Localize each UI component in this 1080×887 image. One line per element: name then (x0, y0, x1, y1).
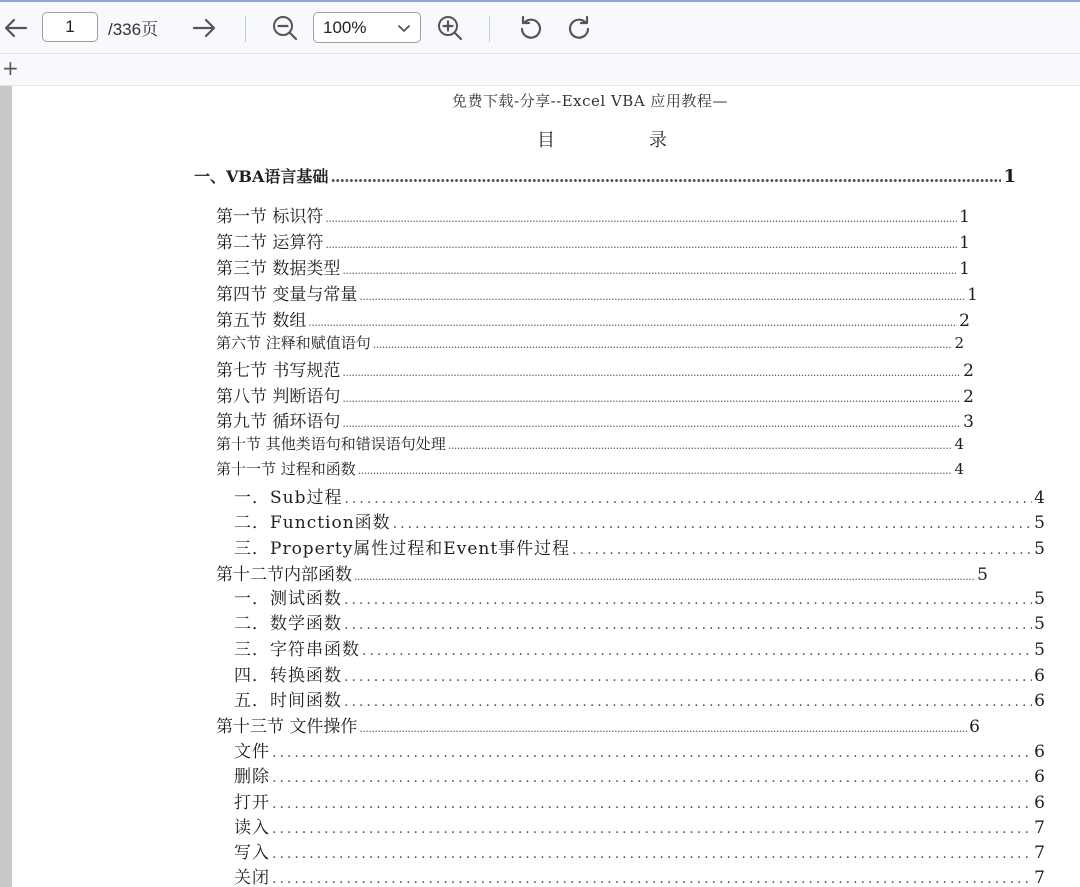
toc-entry-page: 6 (1034, 767, 1046, 787)
toc-entry-title: 一、VBA语言基础 (194, 167, 329, 186)
toc-dot-leader (272, 846, 1032, 862)
toc-entry-page: 6 (1034, 666, 1046, 686)
toc-dot-leader (342, 366, 961, 379)
zoom-in-icon[interactable] (434, 12, 466, 44)
toc-dot-leader (272, 745, 1032, 761)
toc-entry-page: 5 (1034, 589, 1046, 609)
toc-entry-title: 四．转换函数 (234, 666, 342, 686)
toc-dot-leader (272, 871, 1032, 887)
toc-dot-leader (342, 264, 957, 277)
toc-entry[interactable] (234, 686, 1046, 711)
toc-entry-title: 写入 (234, 843, 270, 863)
toc-entry-title: 第三节 数据类型 (216, 259, 341, 279)
toc-entry-title: 打开 (234, 793, 270, 813)
toc-dot-leader (325, 212, 957, 225)
toc-entry-title: 删除 (234, 767, 270, 787)
toc-entry[interactable] (234, 635, 1046, 660)
toc-entry-title: 二．Function函数 (234, 513, 391, 533)
toc-entry-title: 第八节 判断语句 (216, 387, 341, 407)
toc-entry[interactable] (234, 788, 1046, 813)
forward-arrow-icon[interactable] (188, 12, 220, 44)
toc-entry-title: 三．字符串函数 (234, 640, 360, 660)
toc-entry-page: 1 (959, 233, 970, 253)
toc-dot-leader (358, 464, 953, 477)
toc-entry-title: 三．Property属性过程和Event事件过程 (234, 539, 571, 559)
toc-dot-leader (572, 542, 1032, 558)
toc-dot-leader (325, 238, 957, 251)
toc-dot-leader (373, 338, 953, 351)
toc-entry-title: 第七节 书写规范 (216, 361, 341, 381)
toc-dot-leader (344, 617, 1032, 633)
toc-entry[interactable] (234, 584, 1046, 609)
toc-entry-title: 关闭 (234, 868, 270, 887)
toc-dot-leader (308, 316, 957, 329)
toc-entry-page: 2 (954, 334, 964, 352)
toc-dot-leader (272, 796, 1032, 812)
toc-title-char: 目 (537, 130, 555, 151)
toc-entry-title: 读入 (234, 818, 270, 838)
toc-entry-title: 第九节 循环语句 (216, 412, 341, 432)
toc-entry-page: 5 (977, 565, 988, 585)
toc-entry-page: 7 (1034, 818, 1046, 838)
left-scroll-gutter (0, 86, 12, 887)
toc-dot-leader (342, 417, 961, 430)
toc-entry-page: 6 (1034, 742, 1046, 762)
toc-dot-leader (344, 592, 1032, 608)
toc-entry[interactable] (234, 838, 1046, 863)
toc-entry-page: 4 (954, 460, 964, 478)
toc-dot-leader (344, 694, 1032, 710)
toc-entry-page: 6 (1034, 691, 1046, 711)
toc-entry-page: 5 (1034, 539, 1046, 559)
toc-entry-title: 一．测试函数 (234, 589, 342, 609)
toc-entry[interactable] (216, 332, 964, 353)
toc-entry-title: 第二节 运算符 (216, 233, 324, 253)
rotate-left-icon[interactable] (514, 12, 546, 44)
toc-dot-leader (362, 643, 1032, 659)
toc-entry-title: 第四节 变量与常量 (216, 285, 358, 305)
toc-entry-title: 一．Sub过程 (234, 488, 343, 508)
toc-dot-leader (393, 516, 1033, 532)
rotate-right-icon[interactable] (564, 12, 596, 44)
zoom-select[interactable] (313, 12, 421, 43)
toc-dot-leader (272, 821, 1032, 837)
toc-dot-leader (330, 167, 1001, 186)
toc-entry[interactable] (216, 407, 974, 432)
toc-dot-leader (342, 392, 961, 405)
toc-entry-title: 第十节 其他类语句和错误语句处理 (216, 435, 446, 453)
toc-entry-page: 6 (969, 717, 980, 737)
toc-dot-leader (354, 570, 975, 583)
toc-entry-title: 二．数学函数 (234, 614, 342, 634)
toc-dot-leader (344, 491, 1032, 507)
toc-entry-page: 1 (959, 207, 970, 227)
chevron-down-icon (396, 20, 412, 36)
toc-entry[interactable] (216, 712, 980, 737)
toolbar-divider (245, 16, 246, 42)
toc-entry-title: 第六节 注释和赋值语句 (216, 334, 371, 352)
secondary-toolbar (0, 54, 1080, 86)
toc-title-char: 录 (649, 130, 667, 151)
toc-entry-page: 2 (963, 387, 974, 407)
toc-dot-leader (448, 439, 953, 452)
toc-entry-title: 五．时间函数 (234, 691, 342, 711)
toc-entry[interactable] (216, 433, 964, 454)
toc-entry-page: 5 (1034, 640, 1046, 660)
toc-entry[interactable] (216, 280, 978, 305)
toc-entry[interactable] (234, 483, 1046, 508)
toc-dot-leader (344, 669, 1032, 685)
toolbar-divider (489, 16, 490, 42)
toc-entry-page: 2 (959, 311, 970, 331)
toc-entry[interactable] (216, 382, 974, 407)
toc-entry-page: 7 (1034, 843, 1046, 863)
back-arrow-icon[interactable] (0, 12, 32, 44)
toc-entry[interactable] (194, 164, 1016, 187)
toc-entry[interactable] (234, 661, 1046, 686)
toc-entry-title: 文件 (234, 742, 270, 762)
toc-entry-page: 3 (963, 412, 974, 432)
toc-entry[interactable] (234, 813, 1046, 838)
toc-entry-title: 第十二节内部函数 (216, 565, 352, 585)
toc-dot-leader (359, 290, 965, 303)
toc-entry-page: 1 (967, 285, 978, 305)
plus-icon[interactable]: + (2, 56, 19, 80)
toc-entry[interactable] (234, 737, 1046, 762)
toc-entry-page: 5 (1034, 614, 1046, 634)
toc-dot-leader (272, 770, 1032, 786)
toc-entry[interactable] (234, 508, 1046, 533)
toc-entry-page: 1 (959, 259, 970, 279)
toc-entry[interactable] (216, 306, 970, 331)
zoom-out-icon[interactable] (269, 12, 301, 44)
toc-entry-page: 4 (1034, 488, 1046, 508)
toc-entry[interactable] (216, 356, 974, 381)
page-number-input[interactable] (42, 12, 98, 42)
toc-entry[interactable] (216, 458, 964, 479)
zoom-value: 100% (323, 17, 367, 37)
toc-entry-page: 2 (963, 361, 974, 381)
toc-entry-title: 第十三节 文件操作 (216, 717, 358, 737)
toc-entry[interactable] (216, 254, 970, 279)
toc-entry[interactable] (234, 609, 1046, 634)
toc-entry[interactable] (216, 560, 988, 585)
toc-entry-page: 1 (1003, 166, 1016, 187)
toc-entry[interactable] (234, 534, 1046, 559)
toc-entry[interactable] (216, 202, 970, 227)
toc-dot-leader (359, 722, 967, 735)
toc-entry[interactable] (216, 228, 970, 253)
toc-entry-page: 4 (954, 435, 964, 453)
toc-entry-page: 6 (1034, 793, 1046, 813)
toc-entry-title: 第五节 数组 (216, 311, 307, 331)
pdf-toolbar (0, 0, 1080, 54)
toc-entry[interactable] (234, 762, 1046, 787)
toc-entry-title: 第十一节 过程和函数 (216, 460, 356, 478)
toc-entry-page: 5 (1034, 513, 1046, 533)
toc-entry-title: 第一节 标识符 (216, 207, 324, 227)
document-page (12, 86, 1080, 887)
toc-entry-page: 7 (1034, 868, 1046, 887)
toc-entry[interactable] (234, 863, 1046, 887)
page-total-label: /336页 (108, 20, 159, 39)
document-header: 免费下载-分享--Excel VBA 应用教程— (452, 92, 728, 110)
